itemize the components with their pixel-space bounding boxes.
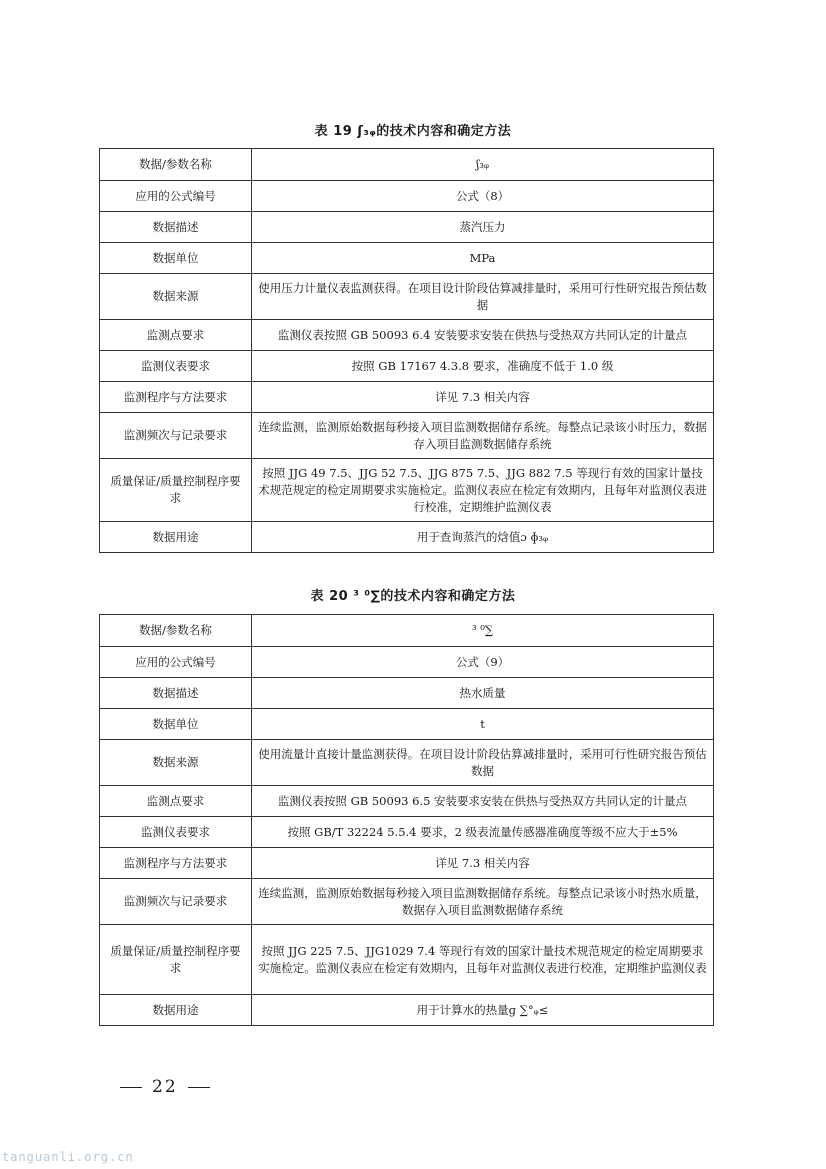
param-name-cell: 监测点要求 — [100, 786, 252, 817]
param-name-cell: 应用的公式编号 — [100, 647, 252, 678]
param-value-cell: 公式（9） — [252, 647, 714, 678]
table-row — [100, 181, 714, 212]
table-row — [100, 615, 714, 647]
param-name-cell: 监测仪表要求 — [100, 351, 252, 382]
param-name-cell: 监测仪表要求 — [100, 817, 252, 848]
table-row — [100, 212, 714, 243]
param-name-cell: 监测点要求 — [100, 320, 252, 351]
table-19 — [99, 148, 714, 553]
param-value-cell: 连续监测，监测原始数据每秒接入项目监测数据储存系统。每整点记录该小时压力，数据存入项目监测数据储存系统 — [252, 413, 714, 459]
table-row — [100, 879, 714, 925]
param-name-cell: 数据单位 — [100, 243, 252, 274]
param-value-cell: 详见 7.3 相关内容 — [252, 382, 714, 413]
param-value-cell: 按照 GB/T 32224 5.5.4 要求，2 级表流量传感器准确度等级不应大于±5% — [252, 817, 714, 848]
param-value-cell: 按照 JJG 49 7.5、JJG 52 7.5、JJG 875 7.5、JJG 882 7.5 等现行有效的国家计量技术规范规定的检定周期要求实施检定。监测仪表应在检定有效期内，且每年对监测仪表进行校准，定期维护监测仪表 — [252, 459, 714, 522]
table-row — [100, 925, 714, 995]
param-name-cell: 数据描述 — [100, 678, 252, 709]
param-value-cell: 用于查询蒸汽的焓值ɔ ɸ₃ᵩ — [252, 522, 714, 553]
table-row — [100, 459, 714, 522]
table-19-body — [100, 149, 714, 553]
table-20-caption: 表 20 ³ ⁰∑的技术内容和确定方法 — [310, 589, 516, 604]
param-value-cell: 蒸汽压力 — [252, 212, 714, 243]
table-row — [100, 678, 714, 709]
param-value-cell: t — [252, 709, 714, 740]
table-20 — [99, 614, 714, 1026]
table-row — [100, 320, 714, 351]
param-name-cell: 数据/参数名称 — [100, 615, 252, 647]
param-name-cell: 监测程序与方法要求 — [100, 848, 252, 879]
param-name-cell: 数据用途 — [100, 995, 252, 1026]
param-name-cell: 监测程序与方法要求 — [100, 382, 252, 413]
param-name-cell: 数据/参数名称 — [100, 149, 252, 181]
table-row — [100, 522, 714, 553]
param-value-cell: MPa — [252, 243, 714, 274]
param-value-cell: 监测仪表按照 GB 50093 6.5 安装要求安装在供热与受热双方共同认定的计量点 — [252, 786, 714, 817]
table-row — [100, 709, 714, 740]
table-row — [100, 817, 714, 848]
param-value-cell: 连续监测，监测原始数据每秒接入项目监测数据储存系统。每整点记录该小时热水质量，数据存入项目监测数据储存系统 — [252, 879, 714, 925]
table-row — [100, 848, 714, 879]
param-value-cell: 监测仪表按照 GB 50093 6.4 安装要求安装在供热与受热双方共同认定的计量点 — [252, 320, 714, 351]
table-row — [100, 740, 714, 786]
param-name-cell: 数据描述 — [100, 212, 252, 243]
param-value-cell: ³ ⁰∑ — [252, 615, 714, 647]
table-row — [100, 786, 714, 817]
param-value-cell: 公式（8） — [252, 181, 714, 212]
param-value-cell: 按照 GB 17167 4.3.8 要求，准确度不低于 1.0 级 — [252, 351, 714, 382]
param-name-cell: 数据用途 — [100, 522, 252, 553]
param-value-cell: ʃ₃ᵩ — [252, 149, 714, 181]
footer-dash-right — [188, 1087, 210, 1088]
page-footer — [110, 1077, 220, 1097]
table-row — [100, 382, 714, 413]
param-name-cell: 质量保证/质量控制程序要求 — [100, 459, 252, 522]
param-name-cell: 应用的公式编号 — [100, 181, 252, 212]
param-value-cell: 使用压力计量仪表监测获得。在项目设计阶段估算减排量时，采用可行性研究报告预估数据 — [252, 274, 714, 320]
table-row — [100, 351, 714, 382]
table-row — [100, 243, 714, 274]
param-value-cell: 用于计算水的热量ɡ ∑°ᵩ≤ — [252, 995, 714, 1026]
param-value-cell: 详见 7.3 相关内容 — [252, 848, 714, 879]
param-name-cell: 数据单位 — [100, 709, 252, 740]
param-name-cell: 质量保证/质量控制程序要求 — [100, 925, 252, 995]
param-name-cell: 数据来源 — [100, 274, 252, 320]
table-20-body — [100, 615, 714, 1026]
param-name-cell: 监测频次与记录要求 — [100, 879, 252, 925]
param-value-cell: 热水质量 — [252, 678, 714, 709]
table-row — [100, 995, 714, 1026]
param-name-cell: 数据来源 — [100, 740, 252, 786]
param-value-cell: 按照 JJG 225 7.5、JJG1029 7.4 等现行有效的国家计量技术规范规定的检定周期要求实施检定。监测仪表应在检定有效期内，且每年对监测仪表进行校准，定期维护监测仪表 — [252, 925, 714, 995]
param-value-cell: 使用流量计直接计量监测获得。在项目设计阶段估算减排量时，采用可行性研究报告预估数据 — [252, 740, 714, 786]
watermark: tanguanli.org.cn — [2, 1150, 134, 1164]
table-row — [100, 274, 714, 320]
table-row — [100, 647, 714, 678]
page-number: 22 — [152, 1077, 178, 1097]
table-19-caption: 表 19 ʃ₃ᵩ的技术内容和确定方法 — [314, 124, 512, 139]
footer-dash-left — [120, 1087, 142, 1088]
table-row — [100, 413, 714, 459]
param-name-cell: 监测频次与记录要求 — [100, 413, 252, 459]
table-row — [100, 149, 714, 181]
